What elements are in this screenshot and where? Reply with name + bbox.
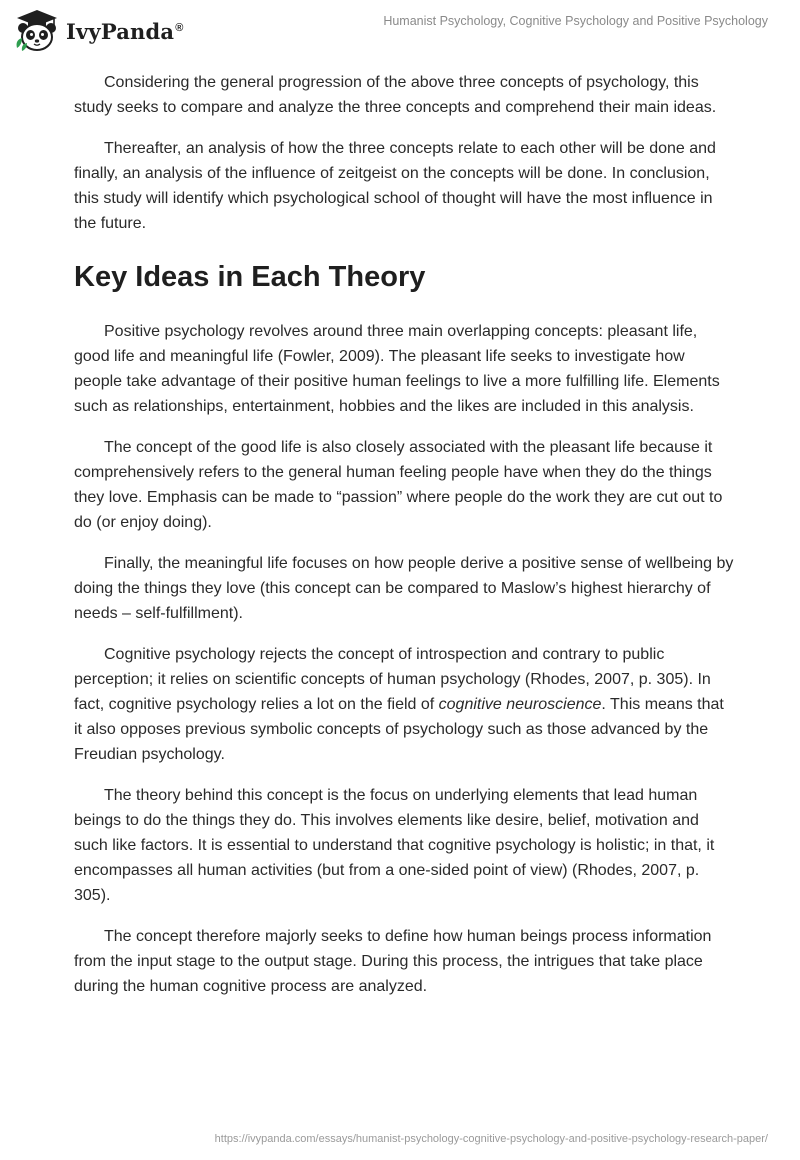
page-header	[0, 0, 800, 60]
meaningful-life-paragraph: Finally, the meaningful life focuses on how people derive a positive sense of wellbeing by doing the things they love (this concept can be compared to Maslow’s highest hierarchy of needs – self-fulfillment).	[74, 555, 734, 622]
source-url[interactable]: https://ivypanda.com/essays/humanist-psychology-cognitive-psychology-and-positive-psychology-research-paper/	[214, 1133, 768, 1145]
good-life-paragraph: The concept of the good life is also closely associated with the pleasant life because it comprehensively refers to the general human feeling people have when they do the things they love. Emphasis can be made to “passion” where people do the work they are cut out to do (or enjoy doing).	[74, 439, 723, 531]
registered-mark: ®	[175, 21, 184, 34]
document-title: Humanist Psychology, Cognitive Psychology and Positive Psychology	[383, 14, 768, 28]
intro-paragraph-2: Thereafter, an analysis of how the three concepts relate to each other will be done and finally, an analysis of the influence of zeitgeist on the concepts will be done. In conclusion, this study will identify which psychological school of thought will have the most influence in the future.	[74, 140, 716, 232]
information-processing-paragraph: The concept therefore majorly seeks to define how human beings process information from the input stage to the output stage. During this process, the intrigues that take place during the human cognitive process are analyzed.	[74, 928, 712, 995]
ivypanda-logo[interactable]	[14, 8, 184, 52]
cognitive-text-before: Cognitive psychology rejects the concept of introspection and contrary to public perception; it relies on scientific concepts of human psychology (Rhodes, 2007, p. 305). In fact, cognitive psychology relies a lot on the field of	[74, 646, 711, 713]
logo-wordmark	[66, 19, 184, 44]
logo-name: IvyPanda	[66, 18, 175, 44]
panda-graduate-icon	[14, 8, 60, 52]
essay-body	[74, 70, 734, 1015]
intro-paragraph-1: Considering the general progression of the above three concepts of psychology, this study seeks to compare and analyze the three concepts and comprehend their main ideas.	[74, 74, 717, 116]
positive-psychology-paragraph: Positive psychology revolves around three main overlapping concepts: pleasant life, good life and meaningful life (Fowler, 2009). The pleasant life seeks to investigate how people take advantage of their positive human feelings to live a more fulfilling life. Elements such as relationships, entertainment, hobbies and the likes are included in this analysis.	[74, 323, 720, 415]
cognitive-text-after: . This means that it also opposes previous symbolic concepts of psychology such as those advanced by the Freudian psychology.	[74, 696, 724, 763]
section-heading: Key Ideas in Each Theory	[74, 261, 426, 293]
theory-paragraph: The theory behind this concept is the focus on underlying elements that lead human beings to do the things they do. This involves elements like desire, belief, motivation and such like factors. It is essential to understand that cognitive psychology is holistic; in that, it encompasses all human activities (but from a one-sided point of view) (Rhodes, 2007, p. 305).	[74, 787, 715, 904]
cognitive-neuroscience-emphasis: cognitive neuroscience	[438, 696, 602, 713]
cognitive-psychology-paragraph	[74, 642, 734, 767]
